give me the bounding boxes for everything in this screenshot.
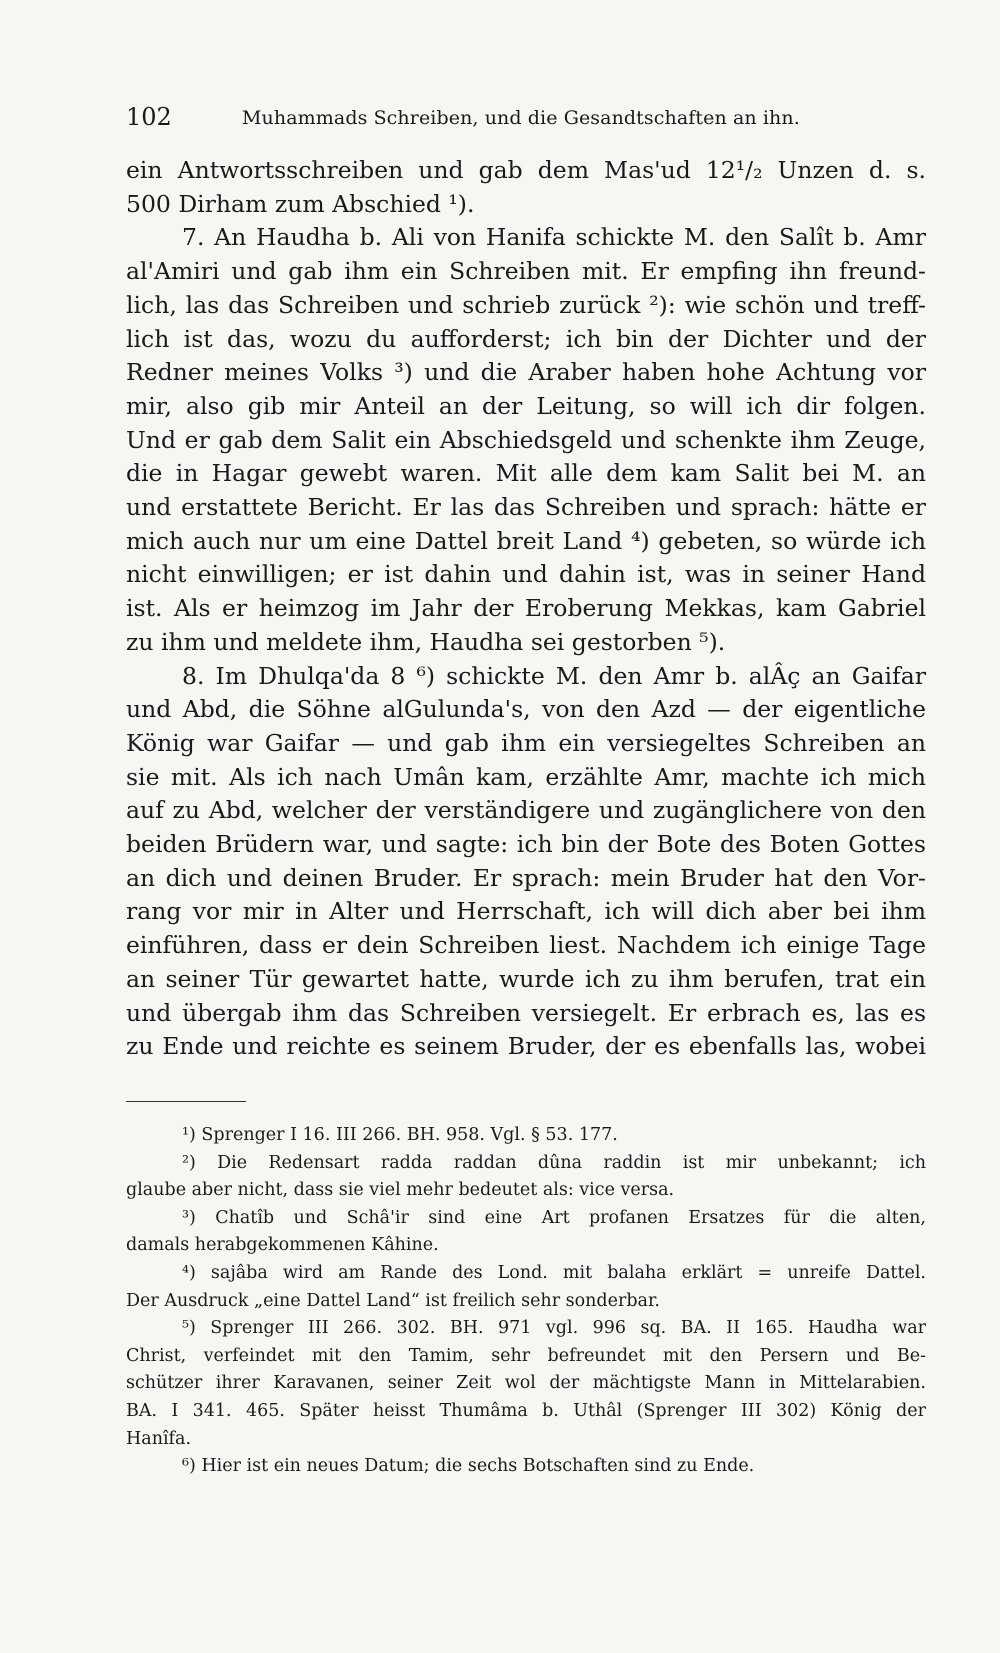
- footnote-line: glaube aber nicht, dass sie viel mehr bedeutet als: vice versa.: [126, 1180, 675, 1201]
- text-line: al'Amiri und gab ihm ein Schreiben mit. Er empfing ihn freund-: [126, 257, 926, 286]
- text-line: zu Ende und reichte es seinem Bruder, der es ebenfalls las, wobei: [126, 1032, 926, 1061]
- footnote-line: Hanîfa.: [126, 1428, 192, 1449]
- footnote-line: BA. I 341. 465. Später heisst Thumâma b. Uthâl (Sprenger III 302) König der: [126, 1400, 926, 1421]
- page-header: [126, 100, 926, 134]
- text-line: Und er gab dem Salit ein Abschiedsgeld und schenkte ihm Zeuge,: [126, 425, 926, 454]
- text-line: ein Antwortsschreiben und gab dem Mas'ud 12¹/₂ Unzen d. s.: [126, 156, 926, 184]
- text-line: nicht einwilligen; er ist dahin und dahin ist, was in seiner Hand: [126, 560, 926, 589]
- text-line: einführen, dass er dein Schreiben liest. Nachdem ich einige Tage: [126, 931, 926, 960]
- text-line: 8. Im Dhulqa'da 8 ⁶) schickte M. den Amr b. alÂç an Gaifar: [182, 661, 926, 690]
- footnote-line: ⁶) Hier ist ein neues Datum; die sechs Botschaften sind zu Ende.: [182, 1456, 755, 1477]
- text-line: Redner meines Volks ³) und die Araber haben hohe Achtung vor: [126, 358, 926, 387]
- footnote-line: Christ, verfeindet mit den Tamim, sehr befreundet mit den Persern und Be-: [126, 1345, 926, 1366]
- footnote-line: ⁴) sajâba wird am Rande des Lond. mit balaha erklärt = unreife Dattel.: [182, 1262, 926, 1283]
- text-line: an seiner Tür gewartet hatte, wurde ich zu ihm berufen, trat ein: [126, 964, 926, 993]
- page-number: 102: [126, 103, 172, 131]
- text-line: lich ist das, wozu du aufforderst; ich bin der Dichter und der: [126, 324, 926, 353]
- text-line: zu ihm und meldete ihm, Haudha sei gestorben ⁵).: [126, 627, 726, 656]
- footnotes: [126, 1122, 926, 1481]
- footnote-line: damals herabgekommenen Kâhine.: [126, 1235, 439, 1256]
- text-line: König war Gaifar — und gab ihm ein versiegeltes Schreiben an: [126, 728, 926, 757]
- main-text: [126, 154, 926, 1064]
- text-line: und erstattete Bericht. Er las das Schreiben und sprach: hätte er: [126, 493, 926, 522]
- text-line: auf zu Abd, welcher der verständigere und zugänglichere von den: [126, 796, 926, 825]
- text-line: beiden Brüdern war, und sagte: ich bin der Bote des Boten Gottes: [126, 830, 926, 859]
- footnote-line: ⁵) Sprenger III 266. 302. BH. 971 vgl. 996 sq. BA. II 165. Haudha war: [182, 1318, 926, 1339]
- text-line: mich auch nur um eine Dattel breit Land ⁴) gebeten, so würde ich: [126, 526, 926, 555]
- text-line: mir, also gib mir Anteil an der Leitung, so will ich dir folgen.: [126, 391, 926, 420]
- text-line: und Abd, die Söhne alGulunda's, von den Azd — der eigentliche: [126, 695, 926, 724]
- text-line: an dich und deinen Bruder. Er sprach: mein Bruder hat den Vor-: [126, 863, 926, 892]
- text-line: die in Hagar gewebt waren. Mit alle dem kam Salit bei M. an: [126, 459, 926, 488]
- text-line: lich, las das Schreiben und schrieb zurück ²): wie schön und treff-: [126, 290, 926, 319]
- footnote-divider: [126, 1101, 246, 1102]
- text-line: und übergab ihm das Schreiben versiegelt. Er erbrach es, las es: [126, 998, 926, 1027]
- text-line: rang vor mir in Alter und Herrschaft, ich will dich aber bei ihm: [126, 897, 926, 926]
- footnote-line: ¹) Sprenger I 16. III 266. BH. 958. Vgl. § 53. 177.: [182, 1125, 618, 1145]
- footnote-line: Der Ausdruck „eine Dattel Land“ ist freilich sehr sonderbar.: [126, 1290, 660, 1311]
- footnote-line: ³) Chatîb und Schâ'ir sind eine Art profanen Ersatzes für die alten,: [182, 1207, 926, 1228]
- text-line: 7. An Haudha b. Ali von Hanifa schickte M. den Salît b. Amr: [182, 223, 926, 252]
- footnote-line: schützer ihrer Karavanen, seiner Zeit wol der mächtigste Mann in Mittelarabien.: [126, 1373, 926, 1394]
- running-title: Muhammads Schreiben, und die Gesandtschaften an ihn.: [242, 107, 800, 129]
- text-line: 500 Dirham zum Abschied ¹).: [126, 189, 475, 218]
- text-line: ist. Als er heimzog im Jahr der Eroberung Mekkas, kam Gabriel: [126, 594, 926, 623]
- text-line: sie mit. Als ich nach Umân kam, erzählte Amr, machte ich mich: [126, 762, 926, 791]
- footnote-line: ²) Die Redensart radda raddan dûna raddin ist mir unbekannt; ich: [182, 1152, 926, 1173]
